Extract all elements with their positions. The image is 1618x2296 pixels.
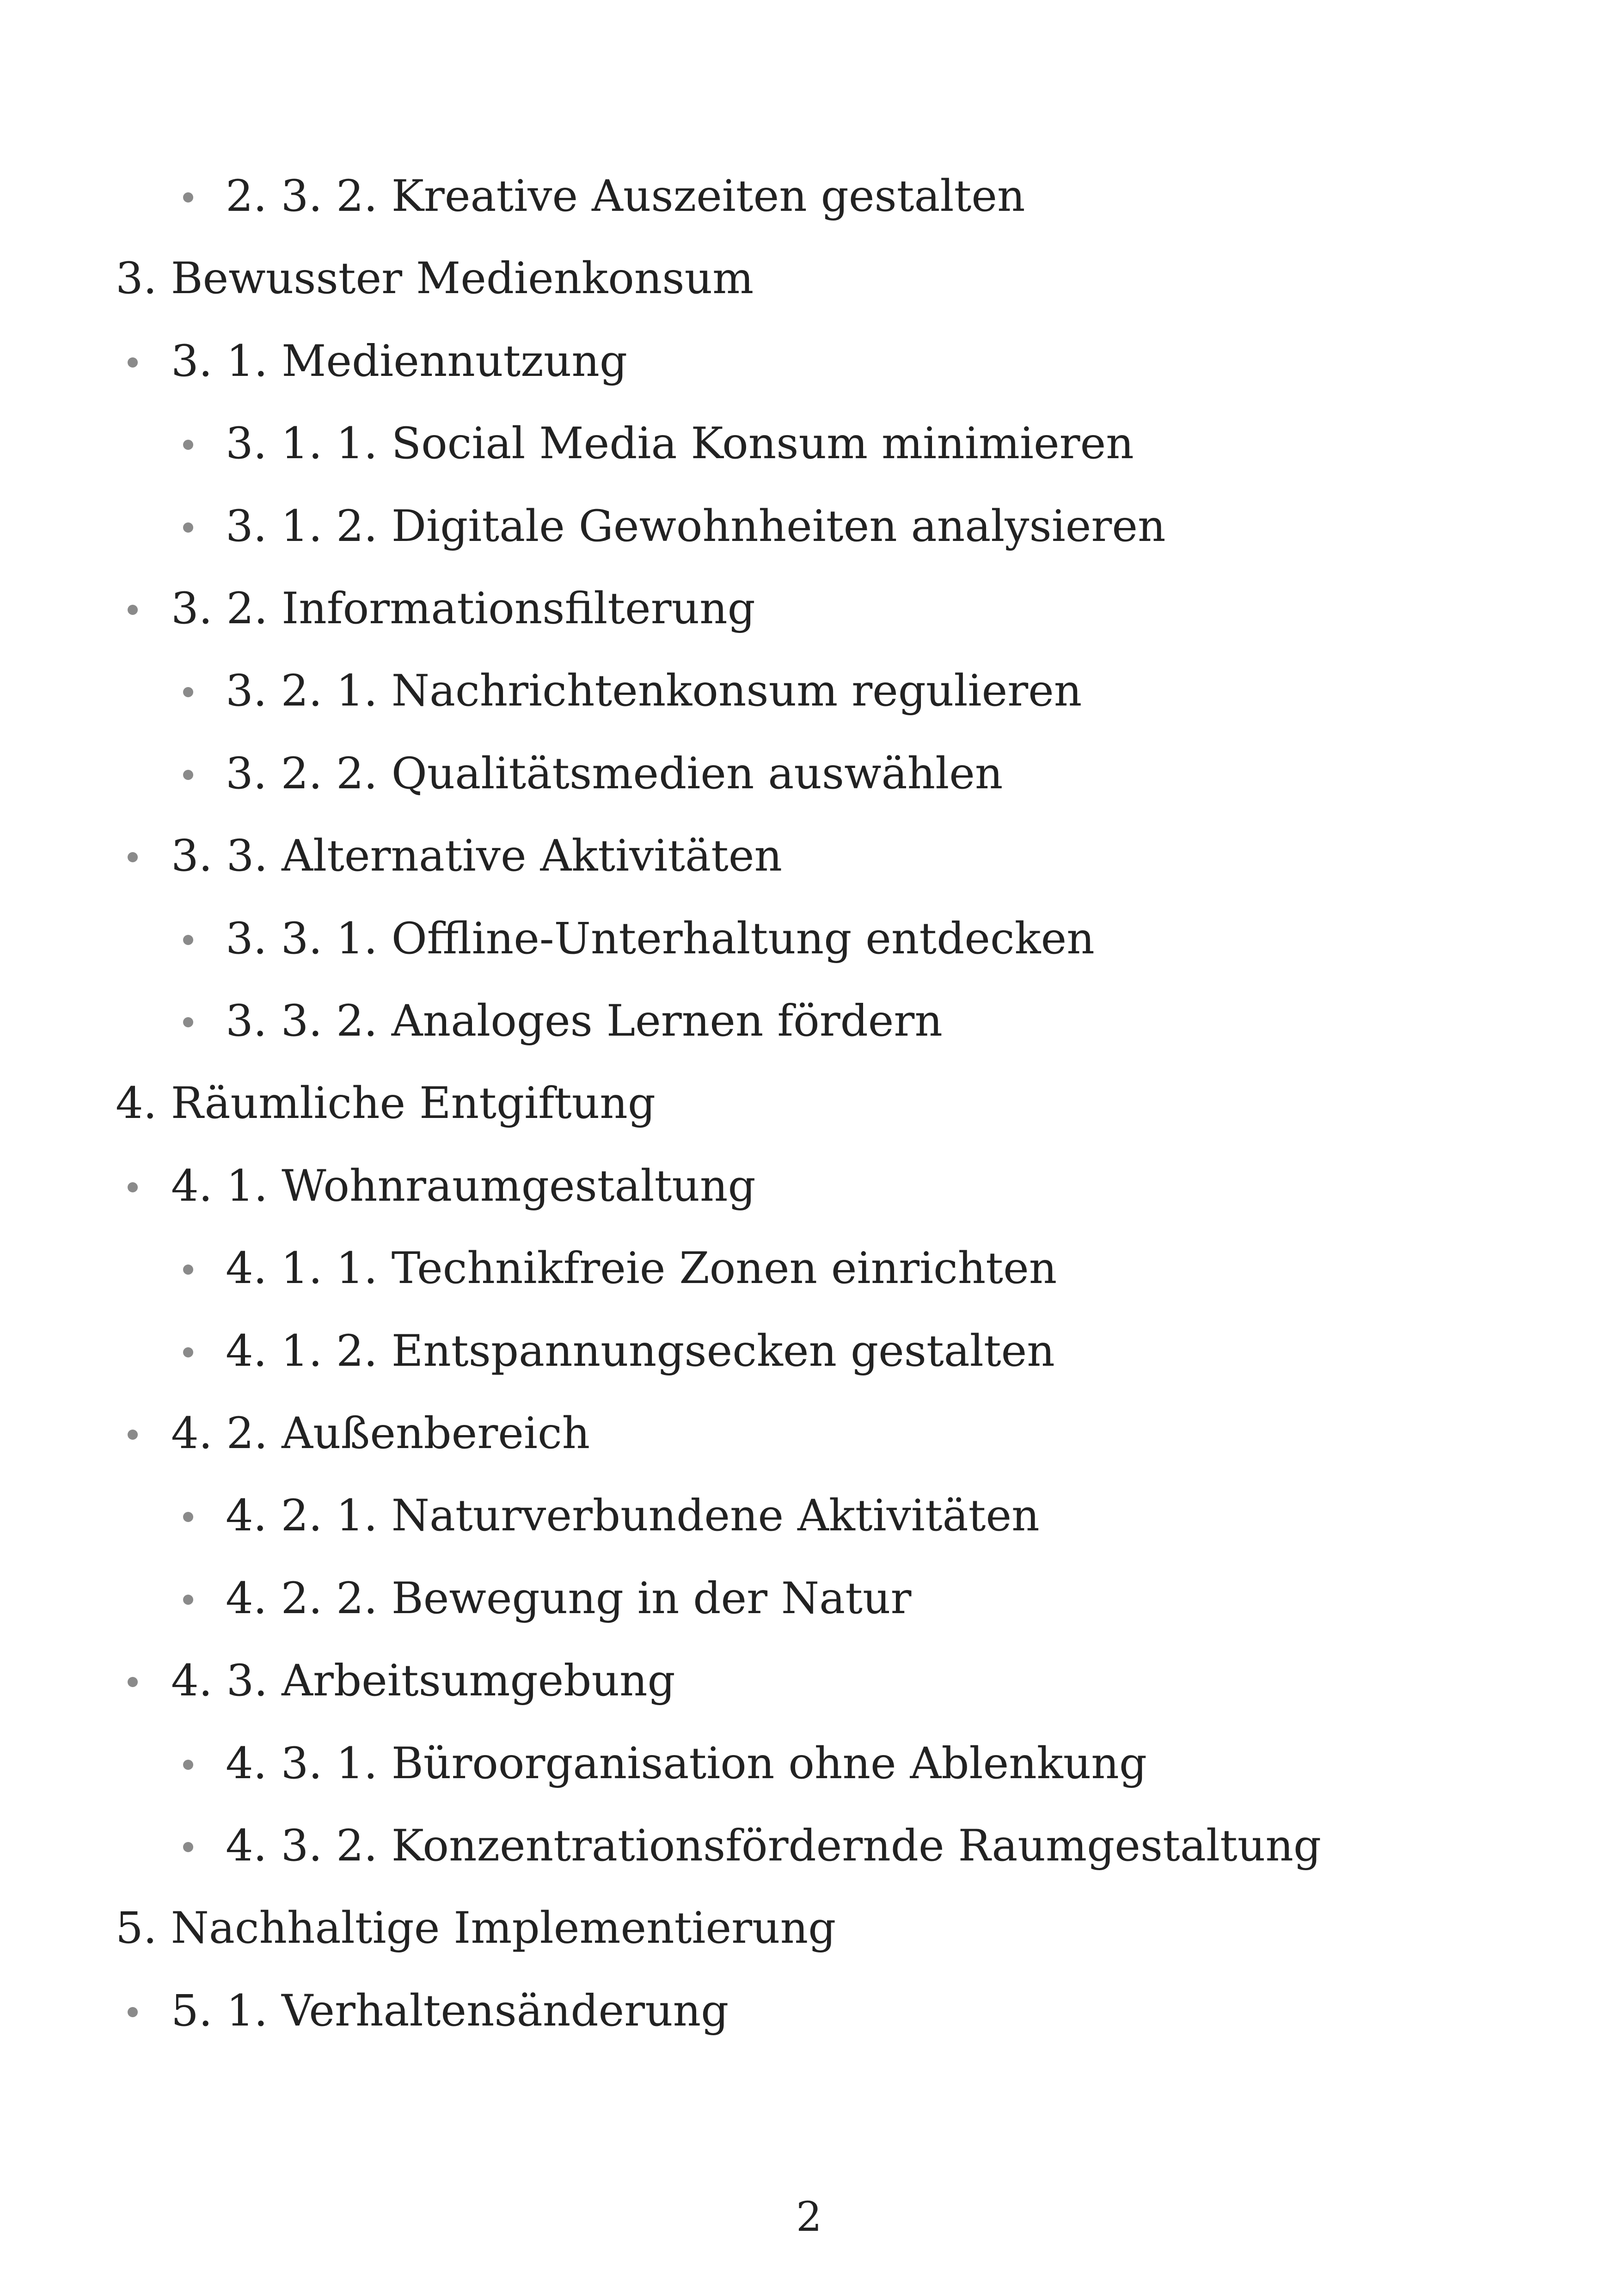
toc-entry-text: 4. 1. 1. Technikfreie Zonen einrichten	[226, 1243, 1057, 1294]
toc-entry-text: 4. Räumliche Entgiftung	[116, 1078, 656, 1129]
bullet-icon	[128, 605, 138, 615]
toc-entry-text: 5. 1. Verhaltensänderung	[171, 1985, 729, 2036]
bullet-icon	[183, 440, 193, 450]
toc-entry-text: 4. 2. 1. Naturverbundene Aktivitäten	[226, 1491, 1040, 1541]
toc-entry-text: 3. Bewusster Medienkonsum	[116, 253, 754, 304]
toc-entry-text: 3. 3. 1. Offline-Unterhaltung entdecken	[226, 913, 1095, 964]
bullet-icon	[183, 770, 193, 780]
toc-entry-text: 4. 3. 1. Büroorganisation ohne Ablenkung	[226, 1738, 1147, 1789]
toc-entry-text: 4. 3. Arbeitsumgebung	[171, 1656, 675, 1707]
toc-entry-text: 3. 3. Alternative Aktivitäten	[171, 831, 783, 882]
toc-entry-text: 2. 3. 2. Kreative Auszeiten gestalten	[226, 171, 1025, 221]
toc-entry-text: 4. 2. 2. Bewegung in der Natur	[226, 1573, 912, 1624]
toc-entry-text: 4. 2. Außenbereich	[171, 1408, 590, 1459]
toc-entry-text: 3. 2. 1. Nachrichtenkonsum regulieren	[226, 666, 1082, 717]
bullet-icon	[183, 1512, 193, 1522]
bullet-icon	[183, 1595, 193, 1605]
bullet-icon	[128, 357, 138, 368]
toc-entry-text: 4. 1. 2. Entspannungsecken gestalten	[226, 1326, 1055, 1376]
bullet-icon	[128, 1677, 138, 1687]
toc-entry-text: 5. Nachhaltige Implementierung	[116, 1903, 836, 1954]
toc-entry-text: 3. 1. 1. Social Media Konsum minimieren	[226, 418, 1134, 469]
toc-entry-text: 3. 2. 2. Qualitätsmedien auswählen	[226, 748, 1003, 799]
bullet-icon	[183, 1760, 193, 1770]
bullet-icon	[183, 1842, 193, 1852]
bullet-icon	[128, 1182, 138, 1192]
bullet-icon	[183, 522, 193, 533]
toc-entry-text: 3. 2. Informationsfilterung	[171, 583, 755, 634]
bullet-icon	[183, 1017, 193, 1027]
toc-entry-text: 4. 1. Wohnraumgestaltung	[171, 1160, 756, 1211]
bullet-icon	[183, 192, 193, 203]
bullet-icon	[183, 1347, 193, 1357]
bullet-icon	[183, 935, 193, 945]
bullet-icon	[183, 1265, 193, 1275]
bullet-icon	[183, 687, 193, 697]
bullet-icon	[128, 2007, 138, 2017]
toc-entry-text: 3. 3. 2. Analoges Lernen fördern	[226, 996, 943, 1046]
bullet-icon	[128, 852, 138, 862]
page-number: 2	[796, 2193, 822, 2241]
toc-entry-text: 3. 1. 2. Digitale Gewohnheiten analysieren	[226, 501, 1166, 552]
toc-entry-text: 3. 1. Mediennutzung	[171, 336, 628, 387]
bullet-icon	[128, 1430, 138, 1440]
toc-entry-text: 4. 3. 2. Konzentrationsfördernde Raumgestaltung	[226, 1821, 1322, 1871]
